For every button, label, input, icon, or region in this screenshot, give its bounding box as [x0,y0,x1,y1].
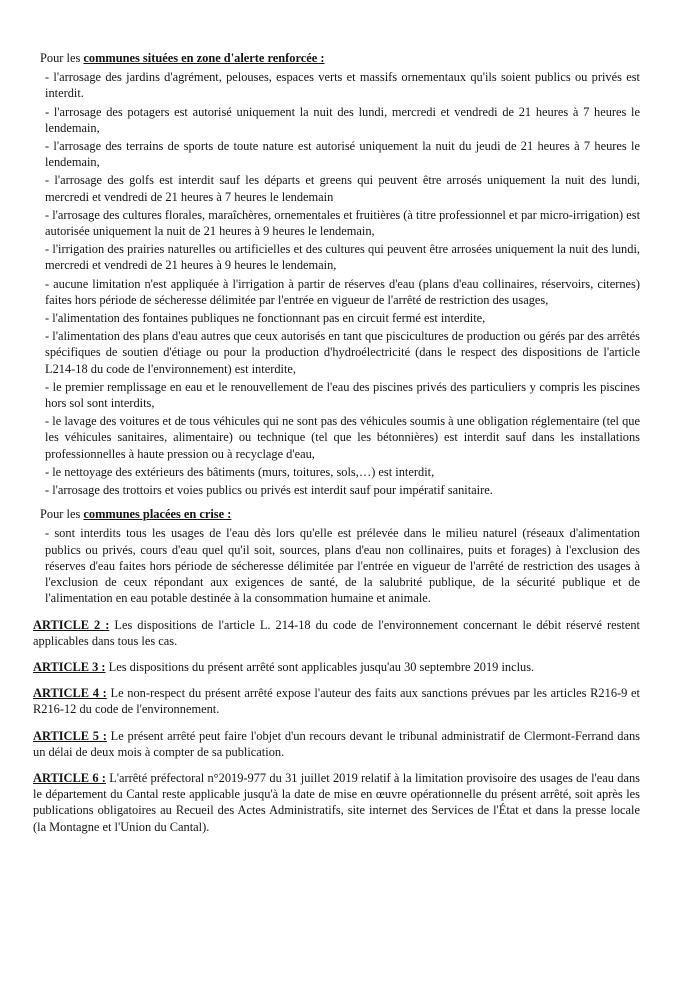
list-item: - aucune limitation n'est appliquée à l'irrigation à partir de réserves d'eau (plans d'eau collinaires, réservoirs, citernes) faites hors période de sécheresse délimitée par l'entrée en vigueur de l'arrêté de restriction des usages, [45,276,640,307]
crise-paragraph: - sont interdits tous les usages de l'eau dès lors qu'elle est prélevée dans le milieu naturel (réseaux d'alimentation publics ou privés, cours d'eau quel qu'il soit, sources, plans d'eau non collinaires, puits et forages) à l'exclusion des réserves d'eau faites hors période de sécheresse délimitée par l'entrée en vigueur de l'arrêté de restriction des usages à l'exclusion de ceux répondant aux exigences de santé, de la salubrité publique, de la sécurité publique et de l'alimentation en eau potable destinée à la consommation humaine et animale. [45,526,640,606]
article-6 [33,770,640,835]
article-5-text: Le présent arrêté peut faire l'objet d'un recours devant le tribunal administratif de Clermont-Ferrand dans un délai de deux mois à compter de sa publication. [33,728,640,759]
article-5-label: ARTICLE 5 : [33,728,107,743]
list-item: - le premier remplissage en eau et le renouvellement de l'eau des piscines privés des particuliers y compris les piscines hors sol sont interdits, [45,379,640,411]
zone-alerte-intro: Pour les [40,51,81,65]
zone-alerte-list [45,69,640,498]
list-item: - l'arrosage des potagers est autorisé uniquement la nuit des lundi, mercredi et vendredi de 21 heures à 7 heures le lendemain, [45,104,640,135]
article-5 [33,728,640,760]
zone-alerte-title: communes situées en zone d'alerte renforcée : [83,51,325,65]
article-6-text: L'arrêté préfectoral n°2019-977 du 31 juillet 2019 relatif à la limitation provisoire des usages de l'eau dans le département du Cantal reste applicable jusqu'à la date de mise en œuvre opérationnelle du présent arrêté, soit après les publications obligatoires au Recueil des Actes Administratifs, site internet des Services de l'État et dans la presse locale (la Montagne et l'Union du Cantal). [33,770,640,834]
list-item: - le lavage des voitures et de tous véhicules qui ne sont pas des véhicules soumis à une obligation réglementaire (tel que les véhicules sanitaires, alimentaire) ou technique (tel que les bétonnières) est interdit sauf dans les installations professionnelles à haute pression ou à recyclage d'eau, [45,414,640,461]
article-3 [33,659,640,675]
crise-intro: Pour les [40,507,81,522]
article-4-label: ARTICLE 4 : [33,686,107,701]
article-3-text: Les dispositions du présent arrêté sont applicables jusqu'au 30 septembre 2019 inclus. [108,659,535,674]
crise-heading [40,506,640,522]
list-item: - l'alimentation des plans d'eau autres que ceux autorisés en tant que piscicultures de production ou gérés par des arrêtés spécifiques de soutien d'étiage ou pour la production d'hydroélectricité (dans le respect des dispositions de l'article L214-18 du code de l'environnement) est interdite, [45,329,640,376]
article-3-label: ARTICLE 3 : [33,659,106,674]
list-item: - l'alimentation des fontaines publiques ne fonctionnant pas en circuit fermé est interdite, [45,311,486,326]
article-4 [33,685,640,717]
list-item: - l'arrosage des trottoirs et voies publics ou privés est interdit sauf pour impératif sanitaire. [45,483,493,498]
list-item: - l'arrosage des golfs est interdit sauf les départs et greens qui peuvent être arrosés uniquement la nuit des lundi, mercredi et vendredi de 21 heures à 7 heures le lendemain [45,173,640,204]
article-6-label: ARTICLE 6 : [33,770,106,785]
crise-title: communes placées en crise : [83,507,232,522]
list-item: - l'arrosage des terrains de sports de toute nature est autorisé uniquement la nuit du jeudi de 21 heures à 7 heures le lendemain, [45,139,640,170]
list-item: - l'arrosage des cultures florales, maraîchères, ornementales et fruitières (à titre professionnel et par micro-irrigation) est autorisée uniquement la nuit de 21 heures à 9 heures le lendemain, [45,207,641,239]
article-2-text: Les dispositions de l'article L. 214-18 du code de l'environnement concernant le débit réservé restent applicables dans tous les cas. [33,617,640,648]
list-item: - l'irrigation des prairies naturelles ou artificielles et des cultures qui peuvent être arrosées uniquement la nuit des lundi, mercredi et vendredi de 21 heures à 9 heures le lendemain, [45,242,640,273]
list-item: - le nettoyage des extérieurs des bâtiments (murs, toitures, sols,…) est interdit, [45,464,435,479]
list-item: - l'arrosage des jardins d'agrément, pelouses, espaces verts et massifs ornementaux qu'ils soient publics ou privés est interdit. [45,70,640,101]
article-2-label: ARTICLE 2 : [33,617,110,632]
article-4-text: Le non-respect du présent arrêté expose l'auteur des faits aux sanctions prévues par les articles R216-9 et R216-12 du code de l'environnement. [33,686,640,717]
zone-alerte-heading [40,50,640,66]
crise-list [45,525,640,606]
article-2 [33,617,640,649]
